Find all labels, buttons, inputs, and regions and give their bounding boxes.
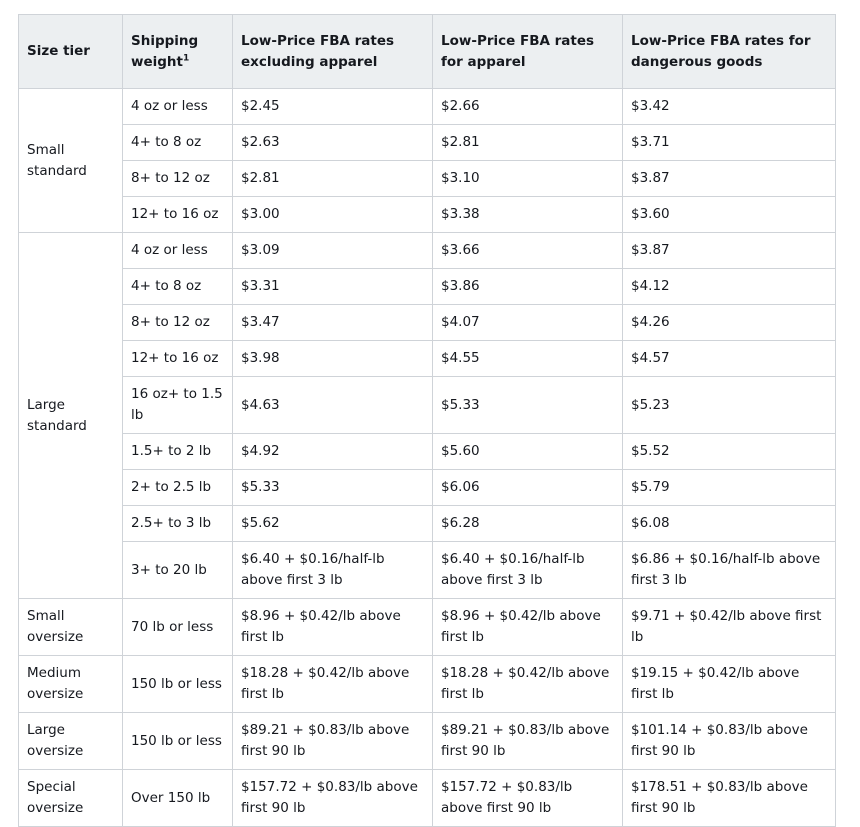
rate-excluding-apparel-cell: $2.81 (233, 161, 433, 197)
size-tier-cell: Medium oversize (19, 656, 123, 713)
size-tier-cell: Small standard (19, 89, 123, 233)
weight-cell: 2+ to 2.5 lb (123, 470, 233, 506)
rate-dangerous-cell: $5.23 (623, 377, 836, 434)
size-tier-cell: Large standard (19, 233, 123, 599)
footnote-marker: 1 (182, 53, 190, 63)
weight-cell: 8+ to 12 oz (123, 305, 233, 341)
rate-excluding-apparel-cell: $2.45 (233, 89, 433, 125)
weight-cell: Over 150 lb (123, 770, 233, 827)
weight-cell: 150 lb or less (123, 713, 233, 770)
rate-apparel-cell: $3.86 (433, 269, 623, 305)
rate-apparel-cell: $3.10 (433, 161, 623, 197)
weight-cell: 16 oz+ to 1.5 lb (123, 377, 233, 434)
table-row (19, 161, 836, 197)
rate-excluding-apparel-cell: $89.21 + $0.83/lb above first 90 lb (233, 713, 433, 770)
rate-apparel-cell: $2.81 (433, 125, 623, 161)
rate-dangerous-cell: $6.08 (623, 506, 836, 542)
size-tier-cell: Special oversize (19, 770, 123, 827)
table-row (19, 599, 836, 656)
table-row (19, 125, 836, 161)
rate-apparel-cell: $3.38 (433, 197, 623, 233)
rate-dangerous-cell: $3.42 (623, 89, 836, 125)
table-row (19, 470, 836, 506)
table-row (19, 434, 836, 470)
weight-cell: 4+ to 8 oz (123, 125, 233, 161)
header-row (19, 15, 836, 89)
weight-cell: 4 oz or less (123, 89, 233, 125)
rate-dangerous-cell: $5.52 (623, 434, 836, 470)
header-rate-excluding-apparel: Low-Price FBA rates excluding apparel (233, 15, 433, 89)
table-row (19, 305, 836, 341)
rate-excluding-apparel-cell: $3.00 (233, 197, 433, 233)
weight-cell: 70 lb or less (123, 599, 233, 656)
rate-dangerous-cell: $3.71 (623, 125, 836, 161)
table-row (19, 542, 836, 599)
rate-dangerous-cell: $4.12 (623, 269, 836, 305)
table-body (19, 89, 836, 827)
rate-excluding-apparel-cell: $3.31 (233, 269, 433, 305)
rate-dangerous-cell: $3.87 (623, 161, 836, 197)
rate-dangerous-cell: $178.51 + $0.83/lb above first 90 lb (623, 770, 836, 827)
rate-apparel-cell: $8.96 + $0.42/lb above first lb (433, 599, 623, 656)
weight-cell: 150 lb or less (123, 656, 233, 713)
table-row (19, 233, 836, 269)
rate-apparel-cell: $4.07 (433, 305, 623, 341)
table-row (19, 656, 836, 713)
rate-apparel-cell: $2.66 (433, 89, 623, 125)
rate-apparel-cell: $89.21 + $0.83/lb above first 90 lb (433, 713, 623, 770)
table-row (19, 341, 836, 377)
table-row (19, 506, 836, 542)
rate-apparel-cell: $4.55 (433, 341, 623, 377)
size-tier-cell: Small oversize (19, 599, 123, 656)
weight-cell: 4 oz or less (123, 233, 233, 269)
table-row (19, 197, 836, 233)
rate-dangerous-cell: $9.71 + $0.42/lb above first lb (623, 599, 836, 656)
table-row (19, 713, 836, 770)
table-row (19, 377, 836, 434)
weight-cell: 1.5+ to 2 lb (123, 434, 233, 470)
rate-dangerous-cell: $6.86 + $0.16/half-lb above first 3 lb (623, 542, 836, 599)
rate-excluding-apparel-cell: $8.96 + $0.42/lb above first lb (233, 599, 433, 656)
rate-apparel-cell: $157.72 + $0.83/lb above first 90 lb (433, 770, 623, 827)
rate-apparel-cell: $6.06 (433, 470, 623, 506)
header-shipping-weight-label: Shipping weight (131, 32, 199, 70)
rate-apparel-cell: $5.60 (433, 434, 623, 470)
table-row (19, 269, 836, 305)
rate-apparel-cell: $6.28 (433, 506, 623, 542)
rate-dangerous-cell: $4.57 (623, 341, 836, 377)
header-rate-dangerous-goods: Low-Price FBA rates for dangerous goods (623, 15, 836, 89)
rate-excluding-apparel-cell: $3.09 (233, 233, 433, 269)
rate-apparel-cell: $6.40 + $0.16/half-lb above first 3 lb (433, 542, 623, 599)
header-size-tier: Size tier (19, 15, 123, 89)
weight-cell: 3+ to 20 lb (123, 542, 233, 599)
rate-dangerous-cell: $4.26 (623, 305, 836, 341)
rate-dangerous-cell: $3.87 (623, 233, 836, 269)
rate-dangerous-cell: $19.15 + $0.42/lb above first lb (623, 656, 836, 713)
rate-apparel-cell: $3.66 (433, 233, 623, 269)
table-row (19, 89, 836, 125)
rate-excluding-apparel-cell: $5.62 (233, 506, 433, 542)
rate-dangerous-cell: $101.14 + $0.83/lb above first 90 lb (623, 713, 836, 770)
rate-excluding-apparel-cell: $3.47 (233, 305, 433, 341)
rate-excluding-apparel-cell: $18.28 + $0.42/lb above first lb (233, 656, 433, 713)
fba-rates-table (18, 14, 836, 827)
table-header (19, 15, 836, 89)
rate-excluding-apparel-cell: $5.33 (233, 470, 433, 506)
rate-excluding-apparel-cell: $157.72 + $0.83/lb above first 90 lb (233, 770, 433, 827)
rate-excluding-apparel-cell: $4.63 (233, 377, 433, 434)
header-rate-apparel: Low-Price FBA rates for apparel (433, 15, 623, 89)
weight-cell: 12+ to 16 oz (123, 197, 233, 233)
rate-excluding-apparel-cell: $2.63 (233, 125, 433, 161)
weight-cell: 2.5+ to 3 lb (123, 506, 233, 542)
weight-cell: 4+ to 8 oz (123, 269, 233, 305)
rate-dangerous-cell: $5.79 (623, 470, 836, 506)
rate-excluding-apparel-cell: $4.92 (233, 434, 433, 470)
weight-cell: 8+ to 12 oz (123, 161, 233, 197)
header-shipping-weight (123, 15, 233, 89)
size-tier-cell: Large oversize (19, 713, 123, 770)
rate-apparel-cell: $5.33 (433, 377, 623, 434)
rate-excluding-apparel-cell: $6.40 + $0.16/half-lb above first 3 lb (233, 542, 433, 599)
rate-apparel-cell: $18.28 + $0.42/lb above first lb (433, 656, 623, 713)
table-row (19, 770, 836, 827)
rate-excluding-apparel-cell: $3.98 (233, 341, 433, 377)
weight-cell: 12+ to 16 oz (123, 341, 233, 377)
rate-dangerous-cell: $3.60 (623, 197, 836, 233)
